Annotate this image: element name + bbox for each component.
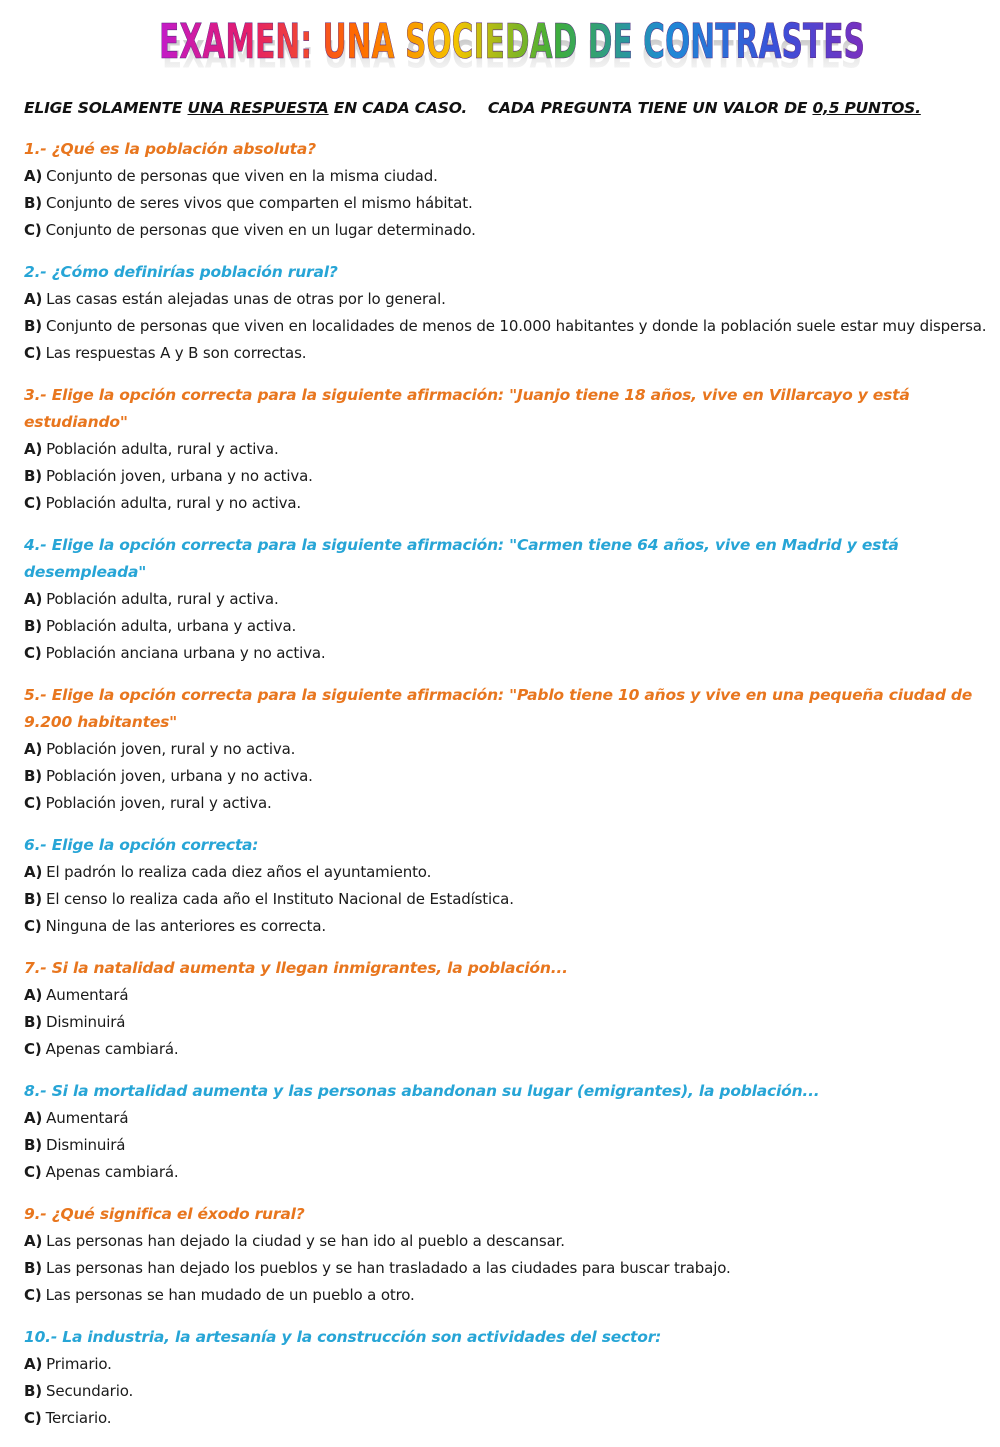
option-text: Las personas se han mudado de un pueblo a otro. [45, 1286, 415, 1304]
exam-title-wordart [0, 2, 1000, 72]
option-text: Población adulta, rural y no activa. [45, 494, 302, 512]
option-letter: C) [24, 494, 42, 512]
question-title: 6.- Elige la opción correcta: [24, 836, 259, 854]
answer-option-b[interactable] [24, 313, 999, 340]
option-text: Población adulta, rural y activa. [46, 590, 279, 608]
option-text: Conjunto de seres vivos que comparten el mismo hábitat. [46, 194, 473, 212]
option-letter: C) [24, 917, 42, 935]
answer-option-b[interactable] [24, 613, 999, 640]
exam-title-text: EXAMEN: UNA SOCIEDAD DE CONTRASTES [159, 14, 865, 70]
option-letter: A) [24, 290, 43, 308]
answer-option-c[interactable] [24, 1405, 999, 1432]
question-6 [24, 832, 999, 940]
question-title: 10.- La industria, la artesanía y la construcción son actividades del sector: [24, 1328, 662, 1346]
option-letter: C) [24, 1409, 42, 1427]
option-text: Disminuirá [46, 1136, 126, 1154]
instructions [24, 99, 984, 117]
answer-option-b[interactable] [24, 886, 999, 913]
option-text: Apenas cambiará. [45, 1040, 179, 1058]
answer-option-a[interactable] [24, 1351, 999, 1378]
answer-option-a[interactable] [24, 286, 999, 313]
option-letter: B) [24, 617, 42, 635]
answer-option-c[interactable] [24, 913, 999, 940]
option-text: Apenas cambiará. [45, 1163, 179, 1181]
question-9 [24, 1201, 999, 1309]
option-letter: B) [24, 467, 42, 485]
option-text: Disminuirá [46, 1013, 126, 1031]
option-text: Las casas están alejadas unas de otras por lo general. [46, 290, 446, 308]
option-text: Población adulta, rural y activa. [46, 440, 279, 458]
option-text: Primario. [46, 1355, 112, 1373]
answer-option-b[interactable] [24, 190, 999, 217]
exam-title [0, 2, 1000, 72]
question-5 [24, 682, 999, 817]
question-2 [24, 259, 999, 367]
option-letter: C) [24, 1163, 42, 1181]
option-letter: A) [24, 1109, 43, 1127]
answer-option-c[interactable] [24, 340, 999, 367]
option-letter: A) [24, 1355, 43, 1373]
answer-option-a[interactable] [24, 736, 999, 763]
question-7 [24, 955, 999, 1063]
answer-option-b[interactable] [24, 1132, 999, 1159]
answer-option-b[interactable] [24, 1255, 999, 1282]
answer-option-a[interactable] [24, 1105, 999, 1132]
option-letter: A) [24, 740, 43, 758]
option-letter: B) [24, 194, 42, 212]
answer-option-c[interactable] [24, 1282, 999, 1309]
instructions-points: 0,5 PUNTOS. [812, 99, 921, 117]
question-title: 3.- Elige la opción correcta para la siguiente afirmación: "Juanjo tiene 18 años, vive en Villarcayo y está estudiando" [24, 386, 910, 431]
question-8 [24, 1078, 999, 1186]
instructions-part1: ELIGE SOLAMENTE [24, 99, 188, 117]
option-text: Las personas han dejado los pueblos y se han trasladado a las ciudades para buscar trabajo. [46, 1259, 731, 1277]
option-letter: B) [24, 1136, 42, 1154]
option-text: El censo lo realiza cada año el Instituto Nacional de Estadística. [46, 890, 514, 908]
answer-option-c[interactable] [24, 490, 999, 517]
option-text: Las respuestas A y B son correctas. [45, 344, 307, 362]
question-10 [24, 1324, 999, 1432]
option-letter: B) [24, 890, 42, 908]
option-letter: B) [24, 1382, 42, 1400]
question-3 [24, 382, 999, 517]
question-4 [24, 532, 999, 667]
answer-option-c[interactable] [24, 640, 999, 667]
answer-option-c[interactable] [24, 217, 999, 244]
question-title: 5.- Elige la opción correcta para la siguiente afirmación: "Pablo tiene 10 años y vive en una pequeña ciudad de 9.200 habitantes" [24, 686, 973, 731]
answer-option-a[interactable] [24, 586, 999, 613]
option-text: Conjunto de personas que viven en localidades de menos de 10.000 habitantes y donde la población suele estar muy dispersa. [46, 317, 987, 335]
option-text: Conjunto de personas que viven en un lugar determinado. [45, 221, 476, 239]
answer-option-c[interactable] [24, 790, 999, 817]
answer-option-a[interactable] [24, 163, 999, 190]
option-letter: A) [24, 863, 43, 881]
question-title: 9.- ¿Qué significa el éxodo rural? [24, 1205, 305, 1223]
question-title: 4.- Elige la opción correcta para la siguiente afirmación: "Carmen tiene 64 años, vive en Madrid y está desempleada" [24, 536, 899, 581]
option-text: Población joven, rural y activa. [45, 794, 272, 812]
option-letter: A) [24, 440, 43, 458]
question-list [24, 136, 999, 1447]
option-letter: C) [24, 1040, 42, 1058]
option-letter: C) [24, 1286, 42, 1304]
option-letter: C) [24, 344, 42, 362]
option-letter: A) [24, 167, 43, 185]
option-letter: C) [24, 644, 42, 662]
answer-option-b[interactable] [24, 1009, 999, 1036]
answer-option-b[interactable] [24, 463, 999, 490]
instructions-part3: EN CADA CASO. CADA PREGUNTA TIENE UN VALOR DE [328, 99, 813, 117]
answer-option-a[interactable] [24, 1228, 999, 1255]
option-text: Población joven, urbana y no activa. [46, 467, 313, 485]
option-text: Conjunto de personas que viven en la misma ciudad. [46, 167, 438, 185]
option-text: Población anciana urbana y no activa. [45, 644, 326, 662]
option-letter: A) [24, 986, 43, 1004]
option-text: Población joven, urbana y no activa. [46, 767, 313, 785]
answer-option-a[interactable] [24, 982, 999, 1009]
option-letter: A) [24, 590, 43, 608]
option-text: Terciario. [45, 1409, 112, 1427]
option-text: Las personas han dejado la ciudad y se han ido al pueblo a descansar. [46, 1232, 565, 1250]
option-text: Población adulta, urbana y activa. [46, 617, 297, 635]
question-title: 1.- ¿Qué es la población absoluta? [24, 140, 316, 158]
question-title: 8.- Si la mortalidad aumenta y las personas abandonan su lugar (emigrantes), la población... [24, 1082, 820, 1100]
option-letter: C) [24, 794, 42, 812]
exam-title-shadow: EXAMEN: UNA SOCIEDAD DE CONTRASTES [162, 32, 863, 72]
option-text: Ninguna de las anteriores es correcta. [45, 917, 326, 935]
option-letter: A) [24, 1232, 43, 1250]
option-letter: B) [24, 1013, 42, 1031]
option-text: Aumentará [46, 1109, 129, 1127]
option-text: Población joven, rural y no activa. [46, 740, 296, 758]
option-letter: B) [24, 1259, 42, 1277]
answer-option-a[interactable] [24, 859, 999, 886]
instructions-one-answer: UNA RESPUESTA [187, 99, 329, 117]
question-title: 2.- ¿Cómo definirías población rural? [24, 263, 338, 281]
question-title: 7.- Si la natalidad aumenta y llegan inmigrantes, la población... [24, 959, 568, 977]
answer-option-b[interactable] [24, 763, 999, 790]
option-text: Aumentará [46, 986, 129, 1004]
option-letter: B) [24, 317, 42, 335]
answer-option-c[interactable] [24, 1159, 999, 1186]
answer-option-b[interactable] [24, 1378, 999, 1405]
answer-option-a[interactable] [24, 436, 999, 463]
option-text: El padrón lo realiza cada diez años el ayuntamiento. [46, 863, 432, 881]
option-letter: C) [24, 221, 42, 239]
option-letter: B) [24, 767, 42, 785]
question-1 [24, 136, 999, 244]
option-text: Secundario. [46, 1382, 134, 1400]
answer-option-c[interactable] [24, 1036, 999, 1063]
